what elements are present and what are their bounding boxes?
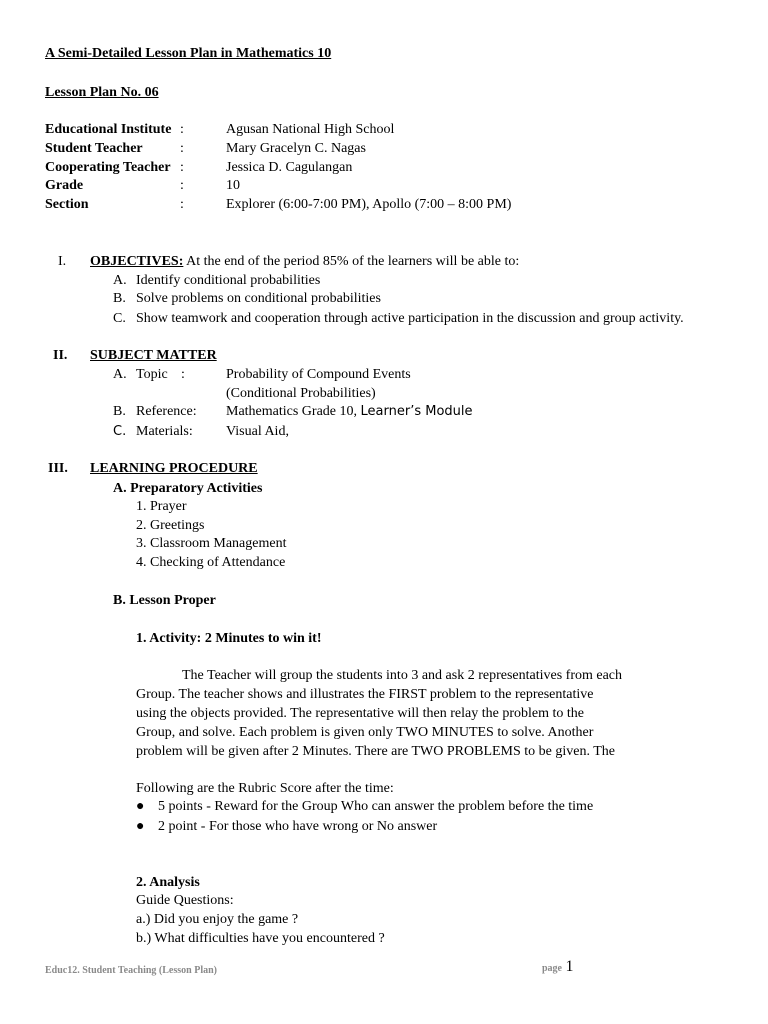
- footer-course: Educ12. Student Teaching (Lesson Plan): [45, 965, 217, 976]
- materials-letter: C.: [113, 424, 127, 439]
- materials-value: Visual Aid,: [226, 424, 289, 439]
- objective-letter: A.: [113, 273, 127, 288]
- subject-matter-heading: SUBJECT MATTER: [90, 348, 217, 363]
- info-label-institute: Educational Institute: [45, 122, 172, 137]
- topic-value: Probability of Compound Events: [226, 367, 411, 382]
- rubric-item: 5 points - Reward for the Group Who can answer the problem before the time: [158, 799, 594, 814]
- activity-paragraph-line: using the objects provided. The representative will then relay the problem to the: [136, 706, 584, 721]
- topic-value-line2: (Conditional Probabilities): [226, 386, 376, 401]
- procedure-numeral: III.: [48, 461, 68, 476]
- preparatory-item: 1. Prayer: [136, 499, 187, 514]
- reference-value-serif: Mathematics Grade 10,: [226, 404, 358, 419]
- activity-paragraph-line: The Teacher will group the students into 3 and ask 2 representatives from each: [182, 668, 623, 683]
- info-label-section: Section: [45, 197, 89, 212]
- info-sep: :: [180, 197, 184, 212]
- rubric-item: 2 point - For those who have wrong or No answer: [158, 819, 438, 834]
- reference-letter: B.: [113, 404, 126, 419]
- materials-label: Materials:: [136, 424, 193, 439]
- info-label-student-teacher: Student Teacher: [45, 141, 143, 156]
- topic-label: Topic: [136, 367, 168, 382]
- objectives-numeral: I.: [58, 254, 67, 269]
- footer-page-number: 1: [565, 958, 574, 975]
- info-sep: :: [180, 141, 184, 156]
- objective-item: Show teamwork and cooperation through active participation in the discussion and group activity.: [136, 311, 684, 326]
- objectives-heading-line: [90, 253, 519, 271]
- info-value-grade: 10: [226, 178, 240, 193]
- document-title: A Semi-Detailed Lesson Plan in Mathematics 10: [45, 46, 332, 61]
- info-value-cooperating-teacher: Jessica D. Cagulangan: [226, 160, 353, 175]
- info-value-student-teacher: Mary Gracelyn C. Nagas: [226, 141, 366, 156]
- info-label-cooperating-teacher: Cooperating Teacher: [45, 160, 171, 175]
- footer-page: [542, 958, 574, 978]
- guide-question: b.) What difficulties have you encountered ?: [136, 931, 385, 946]
- objective-letter: B.: [113, 291, 126, 306]
- activity-paragraph-line: problem will be given after 2 Minutes. There are TWO PROBLEMS to be given. The: [136, 744, 616, 759]
- activity-heading: 1. Activity: 2 Minutes to win it!: [136, 631, 322, 646]
- info-sep: :: [180, 122, 184, 137]
- bullet-icon: ●: [136, 819, 145, 834]
- lesson-proper-heading: B. Lesson Proper: [113, 593, 216, 608]
- info-value-institute: Agusan National High School: [226, 122, 395, 137]
- lesson-number: Lesson Plan No. 06: [45, 85, 159, 100]
- analysis-heading: 2. Analysis: [136, 875, 200, 890]
- footer-page-label: page: [542, 963, 562, 974]
- bullet-icon: ●: [136, 799, 145, 814]
- preparatory-item: 4. Checking of Attendance: [136, 555, 286, 570]
- topic-sep: :: [181, 367, 185, 382]
- guide-questions-label: Guide Questions:: [136, 893, 234, 908]
- objective-item: Identify conditional probabilities: [136, 273, 321, 288]
- objectives-intro: At the end of the period 85% of the learners will be able to:: [183, 254, 520, 269]
- preparatory-item: 2. Greetings: [136, 518, 205, 533]
- topic-letter: A.: [113, 367, 127, 382]
- guide-question: a.) Did you enjoy the game ?: [136, 912, 299, 927]
- activity-paragraph-line: Group, and solve. Each problem is given only TWO MINUTES to solve. Another: [136, 725, 594, 740]
- objective-item: Solve problems on conditional probabilities: [136, 291, 381, 306]
- rubric-intro: Following are the Rubric Score after the time:: [136, 781, 394, 796]
- preparatory-item: 3. Classroom Management: [136, 536, 287, 551]
- reference-label: Reference:: [136, 404, 197, 419]
- info-sep: :: [180, 160, 184, 175]
- subject-matter-numeral: II.: [53, 348, 68, 363]
- procedure-heading: LEARNING PROCEDURE: [90, 461, 258, 476]
- info-value-section: Explorer (6:00-7:00 PM), Apollo (7:00 – 8:00 PM): [226, 197, 512, 212]
- info-label-grade: Grade: [45, 178, 84, 193]
- objective-letter: C.: [113, 311, 126, 326]
- info-sep: :: [180, 178, 184, 193]
- activity-paragraph-line: Group. The teacher shows and illustrates the FIRST problem to the representative: [136, 687, 594, 702]
- objectives-heading: OBJECTIVES:: [90, 254, 184, 269]
- reference-value: [226, 403, 473, 421]
- preparatory-heading: A. Preparatory Activities: [113, 481, 263, 496]
- reference-value-sans: Learner’s Module: [360, 404, 473, 419]
